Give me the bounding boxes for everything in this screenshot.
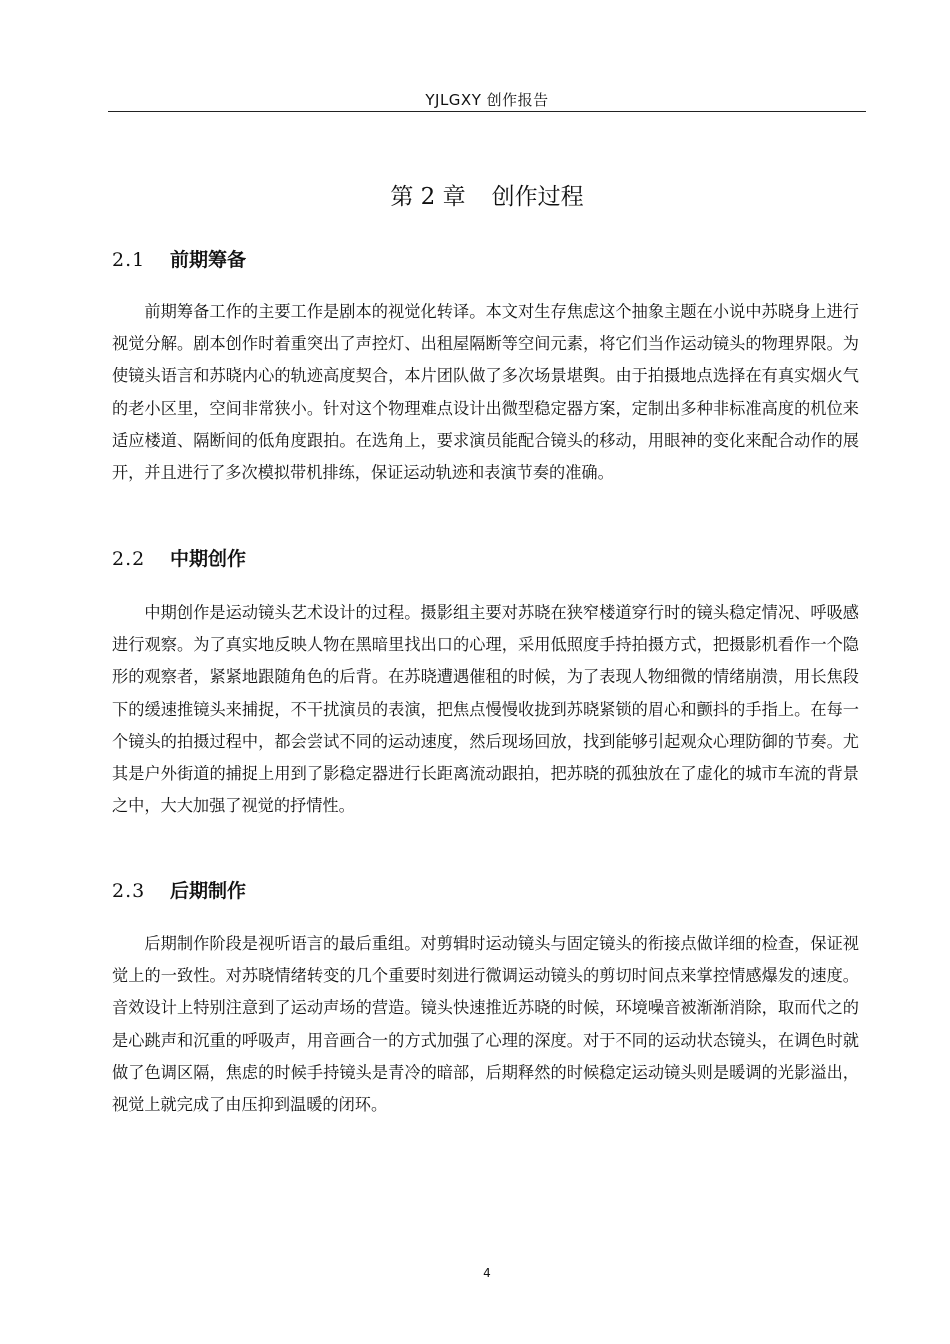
section-title: 前期筹备 (170, 249, 247, 271)
running-header: YJLGXY 创作报告 (425, 91, 549, 109)
section-paragraph-2-3: 后期制作阶段是视听语言的最后重组。对剪辑时运动镜头与固定镜头的衔接点做详细的检查，保证视觉上的一致性。对苏晓情绪转变的几个重要时刻进行微调运动镜头的剪切时间点来掌控情感爆发的速度。音效设计上特别注意到了运动声场的营造。镜头快速推近苏晓的时候，环境噪音被渐渐消除，取而代之的是心跳声和沉重的呼吸声，用音画合一的方式加强了心理的深度。对于不同的运动状态镜头，在调色时就做了色调区隔，焦虑的时候手持镜头是青冷的暗部，后期释然的时候稳定运动镜头则是暖调的光影溢出，视觉上就完成了由压抑到温暖的闭环。 (112, 934, 859, 1115)
section-heading-2-2 (112, 544, 246, 571)
chapter-title (108, 178, 866, 211)
section-title: 中期创作 (170, 548, 247, 570)
section-paragraph-2-2: 中期创作是运动镜头艺术设计的过程。摄影组主要对苏晓在狭窄楼道穿行时的镜头稳定情况、呼吸感进行观察。为了真实地反映人物在黑暗里找出口的心理，采用低照度手持拍摄方式，把摄影机看作一个隐形的观察者，紧紧地跟随角色的后背。在苏晓遭遇催租的时候，为了表现人物细微的情绪崩溃，用长焦段下的缓速推镜头来捕捉，不干扰演员的表演，把焦点慢慢收拢到苏晓紧锁的眉心和颤抖的手指上。在每一个镜头的拍摄过程中，都会尝试不同的运动速度，然后现场回放，找到能够引起观众心理防御的节奏。尤其是户外街道的捕捉上用到了影稳定器进行长距离流动跟拍，把苏晓的孤独放在了虚化的城市车流的背景之中，大大加强了视觉的抒情性。 (112, 603, 859, 816)
chapter-name: 创作过程 (491, 184, 584, 210)
section-heading-2-1 (112, 245, 246, 272)
section-paragraph-2-1: 前期筹备工作的主要工作是剧本的视觉化转译。本文对生存焦虑这个抽象主题在小说中苏晓身上进行视觉分解。剧本创作时着重突出了声控灯、出租屋隔断等空间元素，将它们当作运动镜头的物理界限。为使镜头语言和苏晓内心的轨迹高度契合，本片团队做了多次场景堪舆。由于拍摄地点选择在有真实烟火气的老小区里，空间非常狭小。针对这个物理难点设计出微型稳定器方案，定制出多种非标准高度的机位来适应楼道、隔断间的低角度跟拍。在选角上，要求演员能配合镜头的移动，用眼神的变化来配合动作的展开，并且进行了多次模拟带机排练，保证运动轨迹和表演节奏的准确。 (112, 302, 859, 483)
chapter-number: 第 2 章 (390, 184, 466, 210)
header-rule (108, 111, 866, 112)
section-title: 后期制作 (170, 880, 247, 902)
page-number: 4 (483, 1266, 491, 1280)
section-number: 2.3 (112, 880, 146, 902)
section-number: 2.1 (112, 249, 146, 271)
section-heading-2-3 (112, 876, 246, 903)
section-number: 2.2 (112, 548, 146, 570)
